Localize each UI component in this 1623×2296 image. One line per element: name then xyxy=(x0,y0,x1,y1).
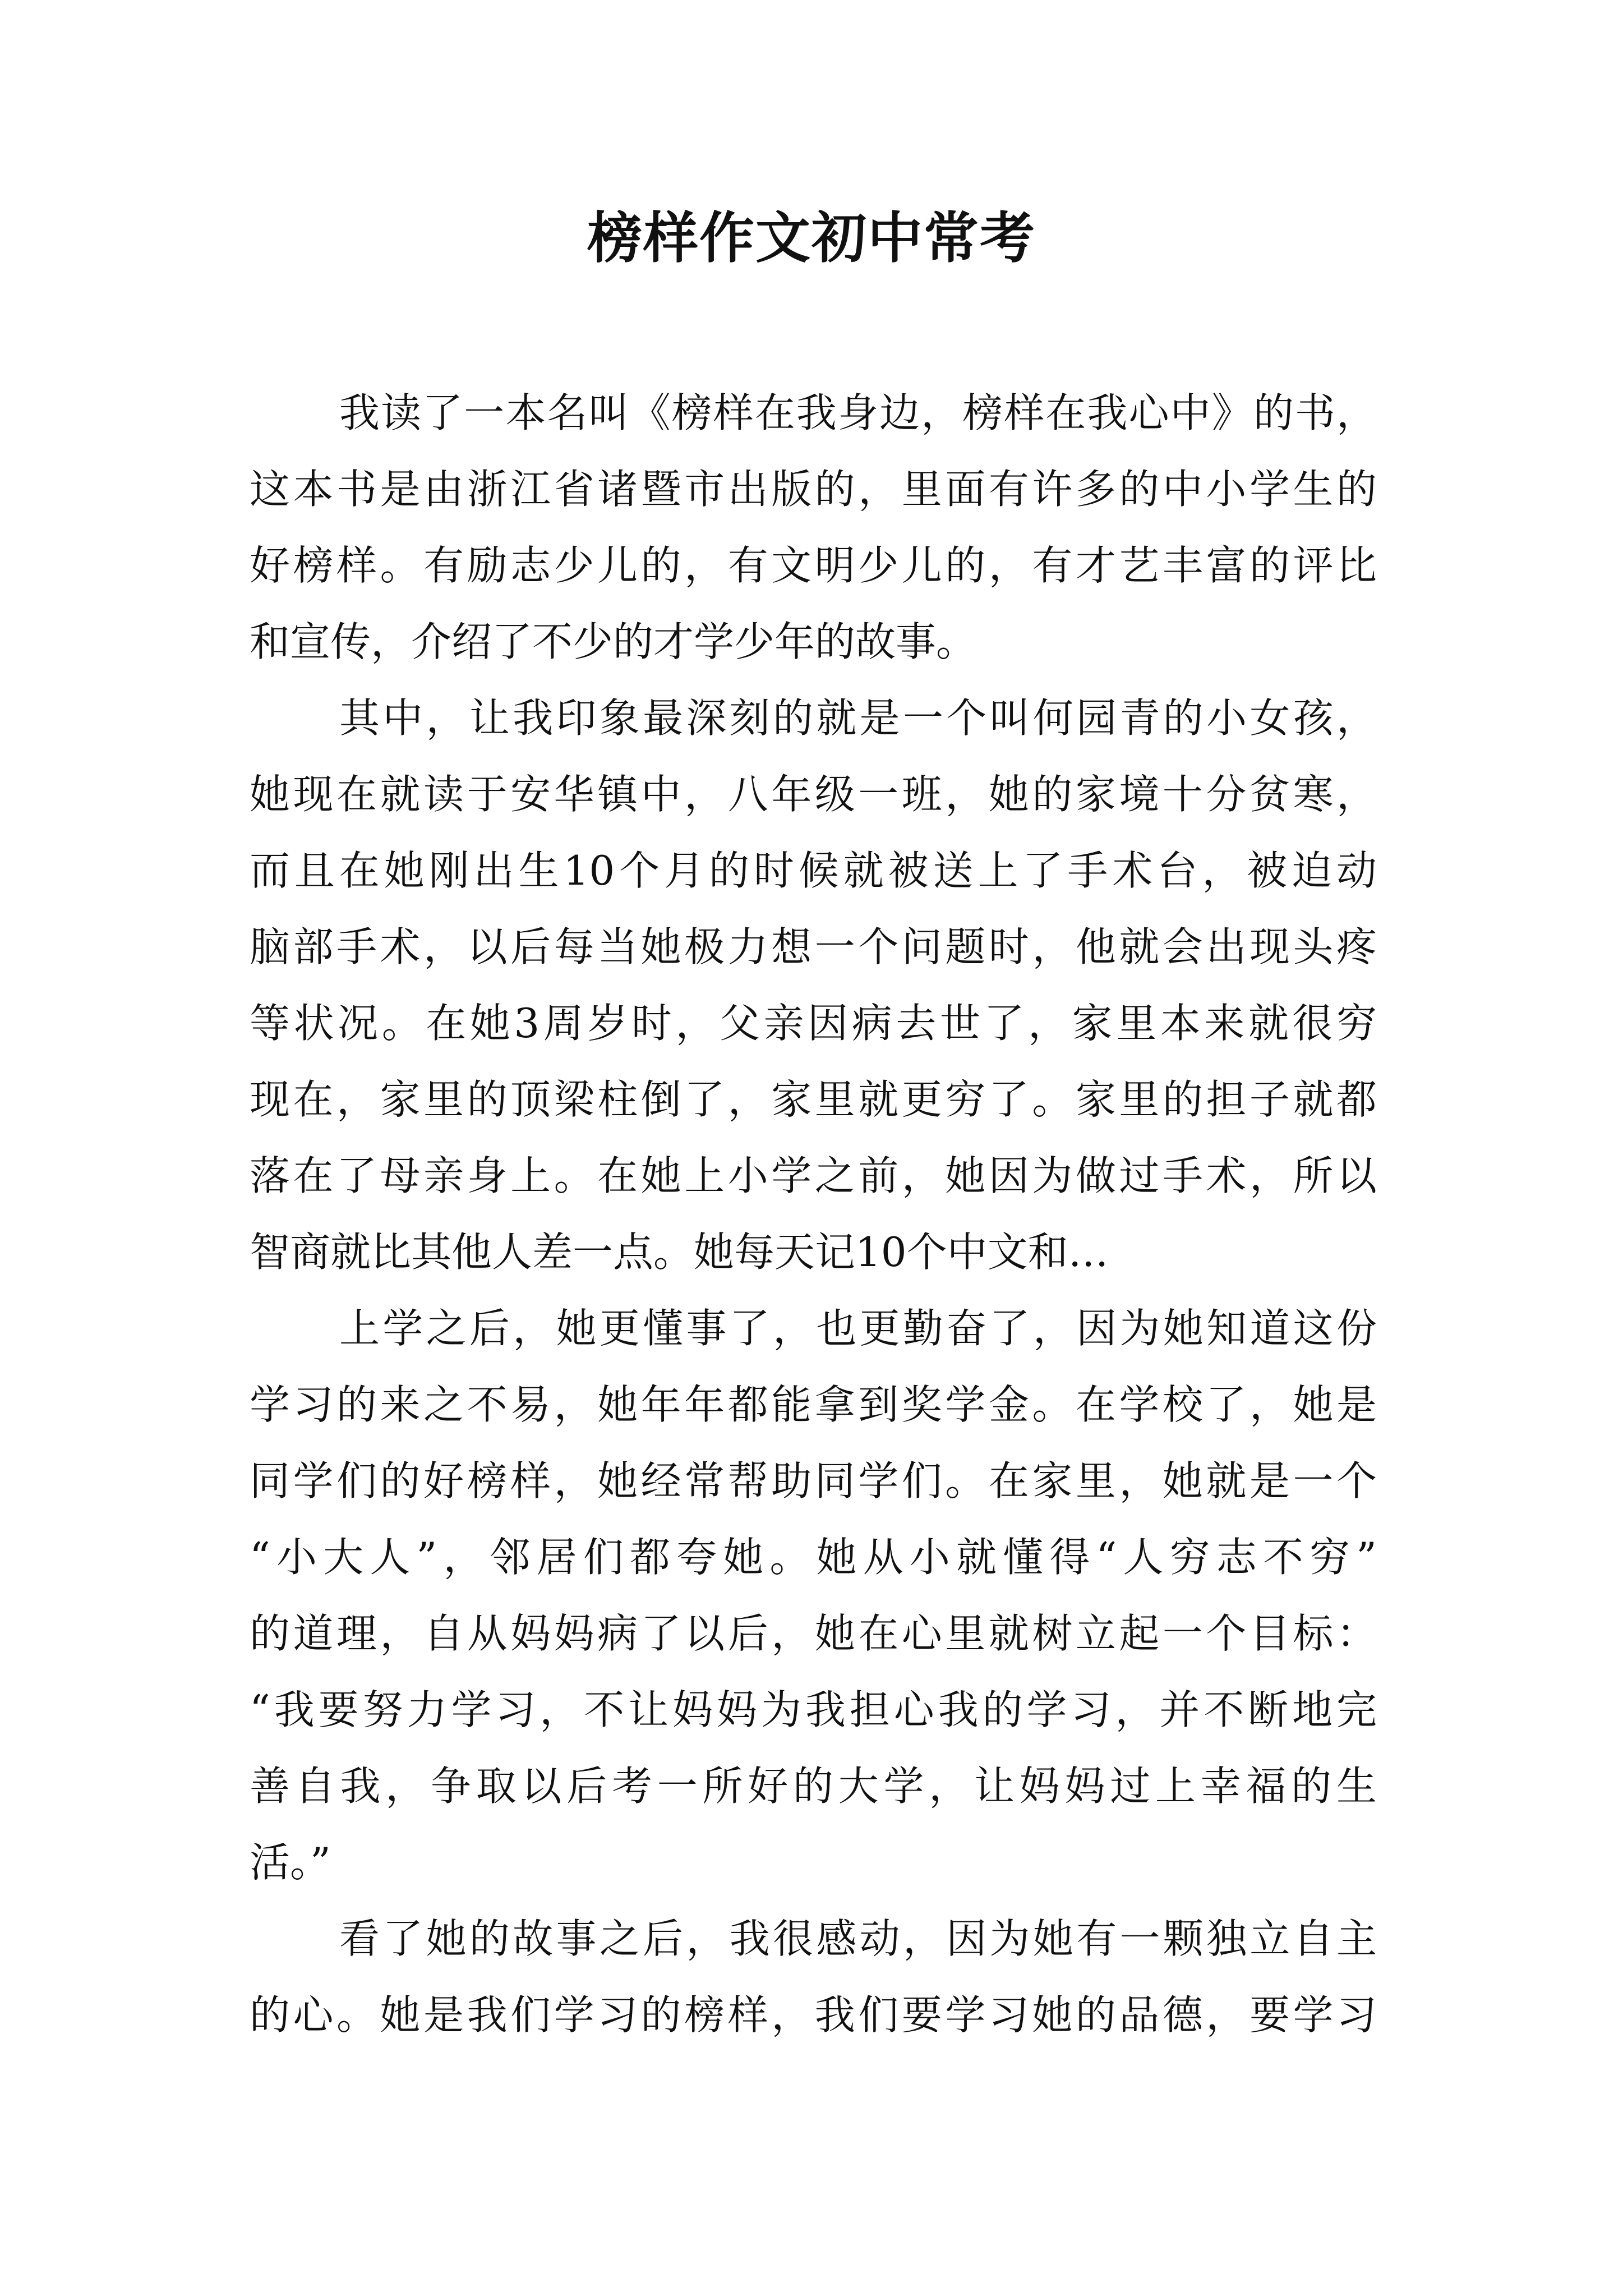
text-line: 她现在就读于安华镇中，八年级一班，她的家境十分贫寒， xyxy=(250,771,1377,818)
text-line: 其中，让我印象最深刻的就是一个叫何园青的小女孩， xyxy=(339,694,1377,742)
text-line: 活。” xyxy=(250,1839,331,1886)
text-line: 学习的来之不易，她年年都能拿到奖学金。在学校了，她是 xyxy=(250,1381,1377,1428)
text-line: 同学们的好榜样，她经常帮助同学们。在家里，她就是一个 xyxy=(250,1457,1377,1504)
paragraph-3 xyxy=(250,1290,1377,1901)
paragraph-1 xyxy=(250,375,1377,680)
paragraph-4 xyxy=(250,1901,1377,2053)
text-line: 上学之后，她更懂事了，也更勤奋了，因为她知道这份 xyxy=(339,1305,1377,1352)
text-line: 的道理，自从妈妈病了以后，她在心里就树立起一个目标： xyxy=(250,1610,1377,1657)
text-line: 而且在她刚出生10个月的时候就被送上了手术台，被迫动 xyxy=(250,847,1377,894)
text-line: 善自我，争取以后考一所好的大学，让妈妈过上幸福的生 xyxy=(250,1763,1377,1810)
text-line: 等状况。在她3周岁时，父亲因病去世了，家里本来就很穷 xyxy=(250,1000,1377,1047)
document-body xyxy=(250,375,1377,2053)
text-line: 现在，家里的顶梁柱倒了，家里就更穷了。家里的担子就都 xyxy=(250,1076,1377,1123)
paragraph-2 xyxy=(250,680,1377,1290)
text-line: 脑部手术，以后每当她极力想一个问题时，他就会出现头疼 xyxy=(250,923,1377,970)
text-line: 的心。她是我们学习的榜样，我们要学习她的品德，要学习 xyxy=(250,1991,1377,2039)
text-line: 好榜样。有励志少儿的，有文明少儿的，有才艺丰富的评比 xyxy=(250,542,1377,589)
document-title: 榜样作文初中常考 xyxy=(587,206,1036,270)
text-line: 看了她的故事之后，我很感动，因为她有一颗独立自主 xyxy=(339,1915,1377,1962)
text-line: “我要努力学习，不让妈妈为我担心我的学习，并不断地完 xyxy=(250,1686,1377,1733)
text-line: 这本书是由浙江省诸暨市出版的，里面有许多的中小学生的 xyxy=(250,466,1377,513)
text-line: 我读了一本名叫《榜样在我身边，榜样在我心中》的书， xyxy=(339,389,1377,436)
text-line: “小大人”，邻居们都夸她。她从小就懂得“人穷志不穷” xyxy=(250,1534,1377,1581)
text-line: 智商就比其他人差一点。她每天记10个中文和… xyxy=(250,1228,1109,1276)
text-line: 落在了母亲身上。在她上小学之前，她因为做过手术，所以 xyxy=(250,1152,1377,1199)
text-line: 和宣传，介绍了不少的才学少年的故事。 xyxy=(250,618,977,665)
